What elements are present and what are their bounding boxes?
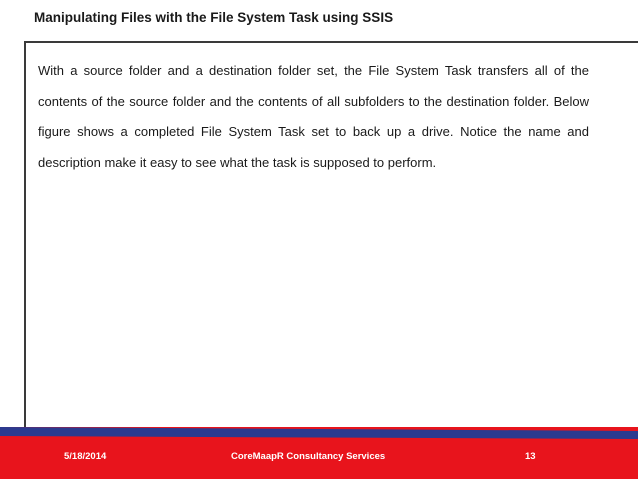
slide-title: Manipulating Files with the File System Task using SSIS: [34, 10, 394, 25]
left-border-line: [24, 41, 26, 429]
footer-page-number: 13: [525, 451, 536, 462]
footer-company: CoreMaapR Consultancy Services: [231, 451, 386, 462]
title-divider: [24, 41, 638, 43]
footer-date: 5/18/2014: [64, 451, 107, 462]
body-paragraph: With a source folder and a destination folder set, the File System Task transfers all of the contents of the source folder and the contents of all subfolders to the destination folder. Below figure shows a completed File System Task set to back up a drive. Notice the name and description make it easy to see what the task is supposed to perform.: [38, 63, 589, 170]
footer-bar: [0, 427, 638, 479]
